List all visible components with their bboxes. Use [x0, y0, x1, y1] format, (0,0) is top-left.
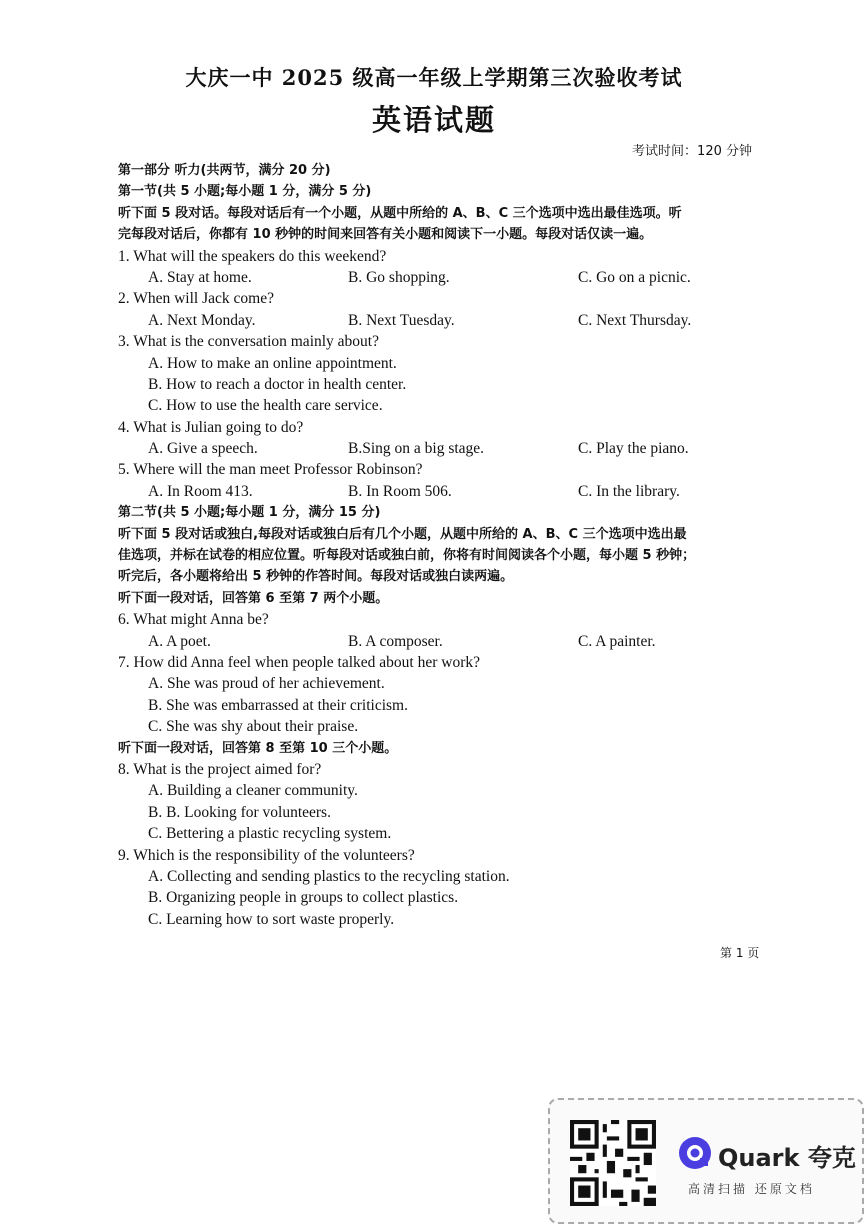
quark-slogan: 高清扫描 还原文档 — [688, 1182, 815, 1196]
exam-time: 考试时间：120 分钟 — [632, 144, 752, 159]
dialogue-instruction: 听下面一段对话，回答第 8 至第 10 三个小题。 — [118, 740, 398, 756]
question-stem: 9. Which is the responsibility of the volunteers? — [118, 846, 415, 864]
question-stem: 5. Where will the man meet Professor Robinson? — [118, 461, 423, 479]
option-a: A. In Room 413. — [148, 482, 253, 500]
section1-heading: 第一节(共 5 小题;每小题 1 分，满分 5 分) — [118, 184, 372, 200]
question-stem: 7. How did Anna feel when people talked about her work? — [118, 653, 480, 671]
exam-content — [118, 160, 758, 930]
option-b: B. She was embarrassed at their criticism. — [148, 696, 408, 714]
question-options — [118, 310, 758, 331]
option-c: C. In the library. — [578, 482, 680, 500]
question-stem: 4. What is Julian going to do? — [118, 418, 304, 436]
option-a: A. A poet. — [148, 632, 211, 650]
option-c: C. Bettering a plastic recycling system. — [148, 825, 392, 843]
option-b: B. Next Tuesday. — [348, 311, 455, 329]
option-c: C. Learning how to sort waste properly. — [148, 910, 395, 928]
exam-title: 大庆一中 2025 级高一年级上学期第三次验收考试 — [185, 65, 683, 90]
option-c: C. A painter. — [578, 632, 656, 650]
section2-instructions: 佳选项，并标在试卷的相应位置。听每段对话或独白前，你将有时间阅读各个小题，每小题 5 秒钟； — [118, 548, 696, 564]
option-a: A. Give a speech. — [148, 440, 258, 458]
question-stem: 3. What is the conversation mainly about? — [118, 333, 379, 351]
option-a: A. How to make an online appointment. — [148, 354, 397, 372]
option-c: C. Next Thursday. — [578, 311, 692, 329]
question-options — [118, 631, 758, 652]
option-a: A. She was proud of her achievement. — [148, 675, 385, 693]
question-stem: 6. What might Anna be? — [118, 611, 269, 629]
section1-instructions: 完每段对话后，你都有 10 秒钟的时间来回答有关小题和阅读下一小题。每段对话仅读一遍。 — [118, 227, 653, 243]
option-c: C. She was shy about their praise. — [148, 718, 359, 736]
option-a: A. Collecting and sending plastics to the recycling station. — [148, 867, 510, 885]
option-b: B. In Room 506. — [348, 482, 452, 500]
section2-instructions: 听下面 5 段对话或独白,每段对话或独白后有几个小题，从题中所给的 A、B、C 三个选项中选出最 — [118, 526, 687, 542]
option-c: C. Play the piano. — [578, 440, 689, 458]
part1-heading: 第一部分 听力(共两节，满分 20 分) — [118, 163, 331, 178]
page-number: 第 1 页 — [720, 946, 760, 960]
option-a: A. Stay at home. — [148, 268, 252, 286]
section2-heading: 第二节(共 5 小题;每小题 1 分，满分 15 分) — [118, 505, 381, 521]
option-a: A. Next Monday. — [148, 311, 256, 329]
question-stem: 8. What is the project aimed for? — [118, 760, 322, 778]
section1-instructions: 听下面 5 段对话。每段对话后有一个小题，从题中所给的 A、B、C 三个选项中选出最佳选项。听 — [118, 205, 682, 221]
qr-code-icon — [570, 1120, 656, 1206]
option-b: B. How to reach a doctor in health center. — [148, 375, 407, 393]
option-b: B. B. Looking for volunteers. — [148, 803, 331, 821]
option-a: A. Building a cleaner community. — [148, 782, 358, 800]
question-stem: 2. When will Jack come? — [118, 290, 274, 308]
question-options — [118, 481, 758, 502]
subject-title: 英语试题 — [371, 103, 496, 137]
option-c: C. How to use the health care service. — [148, 397, 383, 415]
option-b: B. Go shopping. — [348, 268, 450, 286]
quark-logo-icon — [678, 1136, 712, 1170]
option-b: B. Organizing people in groups to collect plastics. — [148, 889, 459, 907]
section2-instructions: 听完后，各小题将给出 5 秒钟的作答时间。每段对话或独白读两遍。 — [118, 569, 514, 585]
option-c: C. Go on a picnic. — [578, 268, 691, 286]
question-options — [118, 438, 758, 459]
question-options — [118, 267, 758, 288]
question-stem: 1. What will the speakers do this weekend? — [118, 247, 387, 265]
option-b: B.Sing on a big stage. — [348, 440, 485, 458]
dialogue-instruction: 听下面一段对话，回答第 6 至第 7 两个小题。 — [118, 590, 389, 606]
quark-brand: Quark 夸克 — [718, 1144, 856, 1172]
quark-watermark — [548, 1098, 864, 1224]
option-b: B. A composer. — [348, 632, 443, 650]
